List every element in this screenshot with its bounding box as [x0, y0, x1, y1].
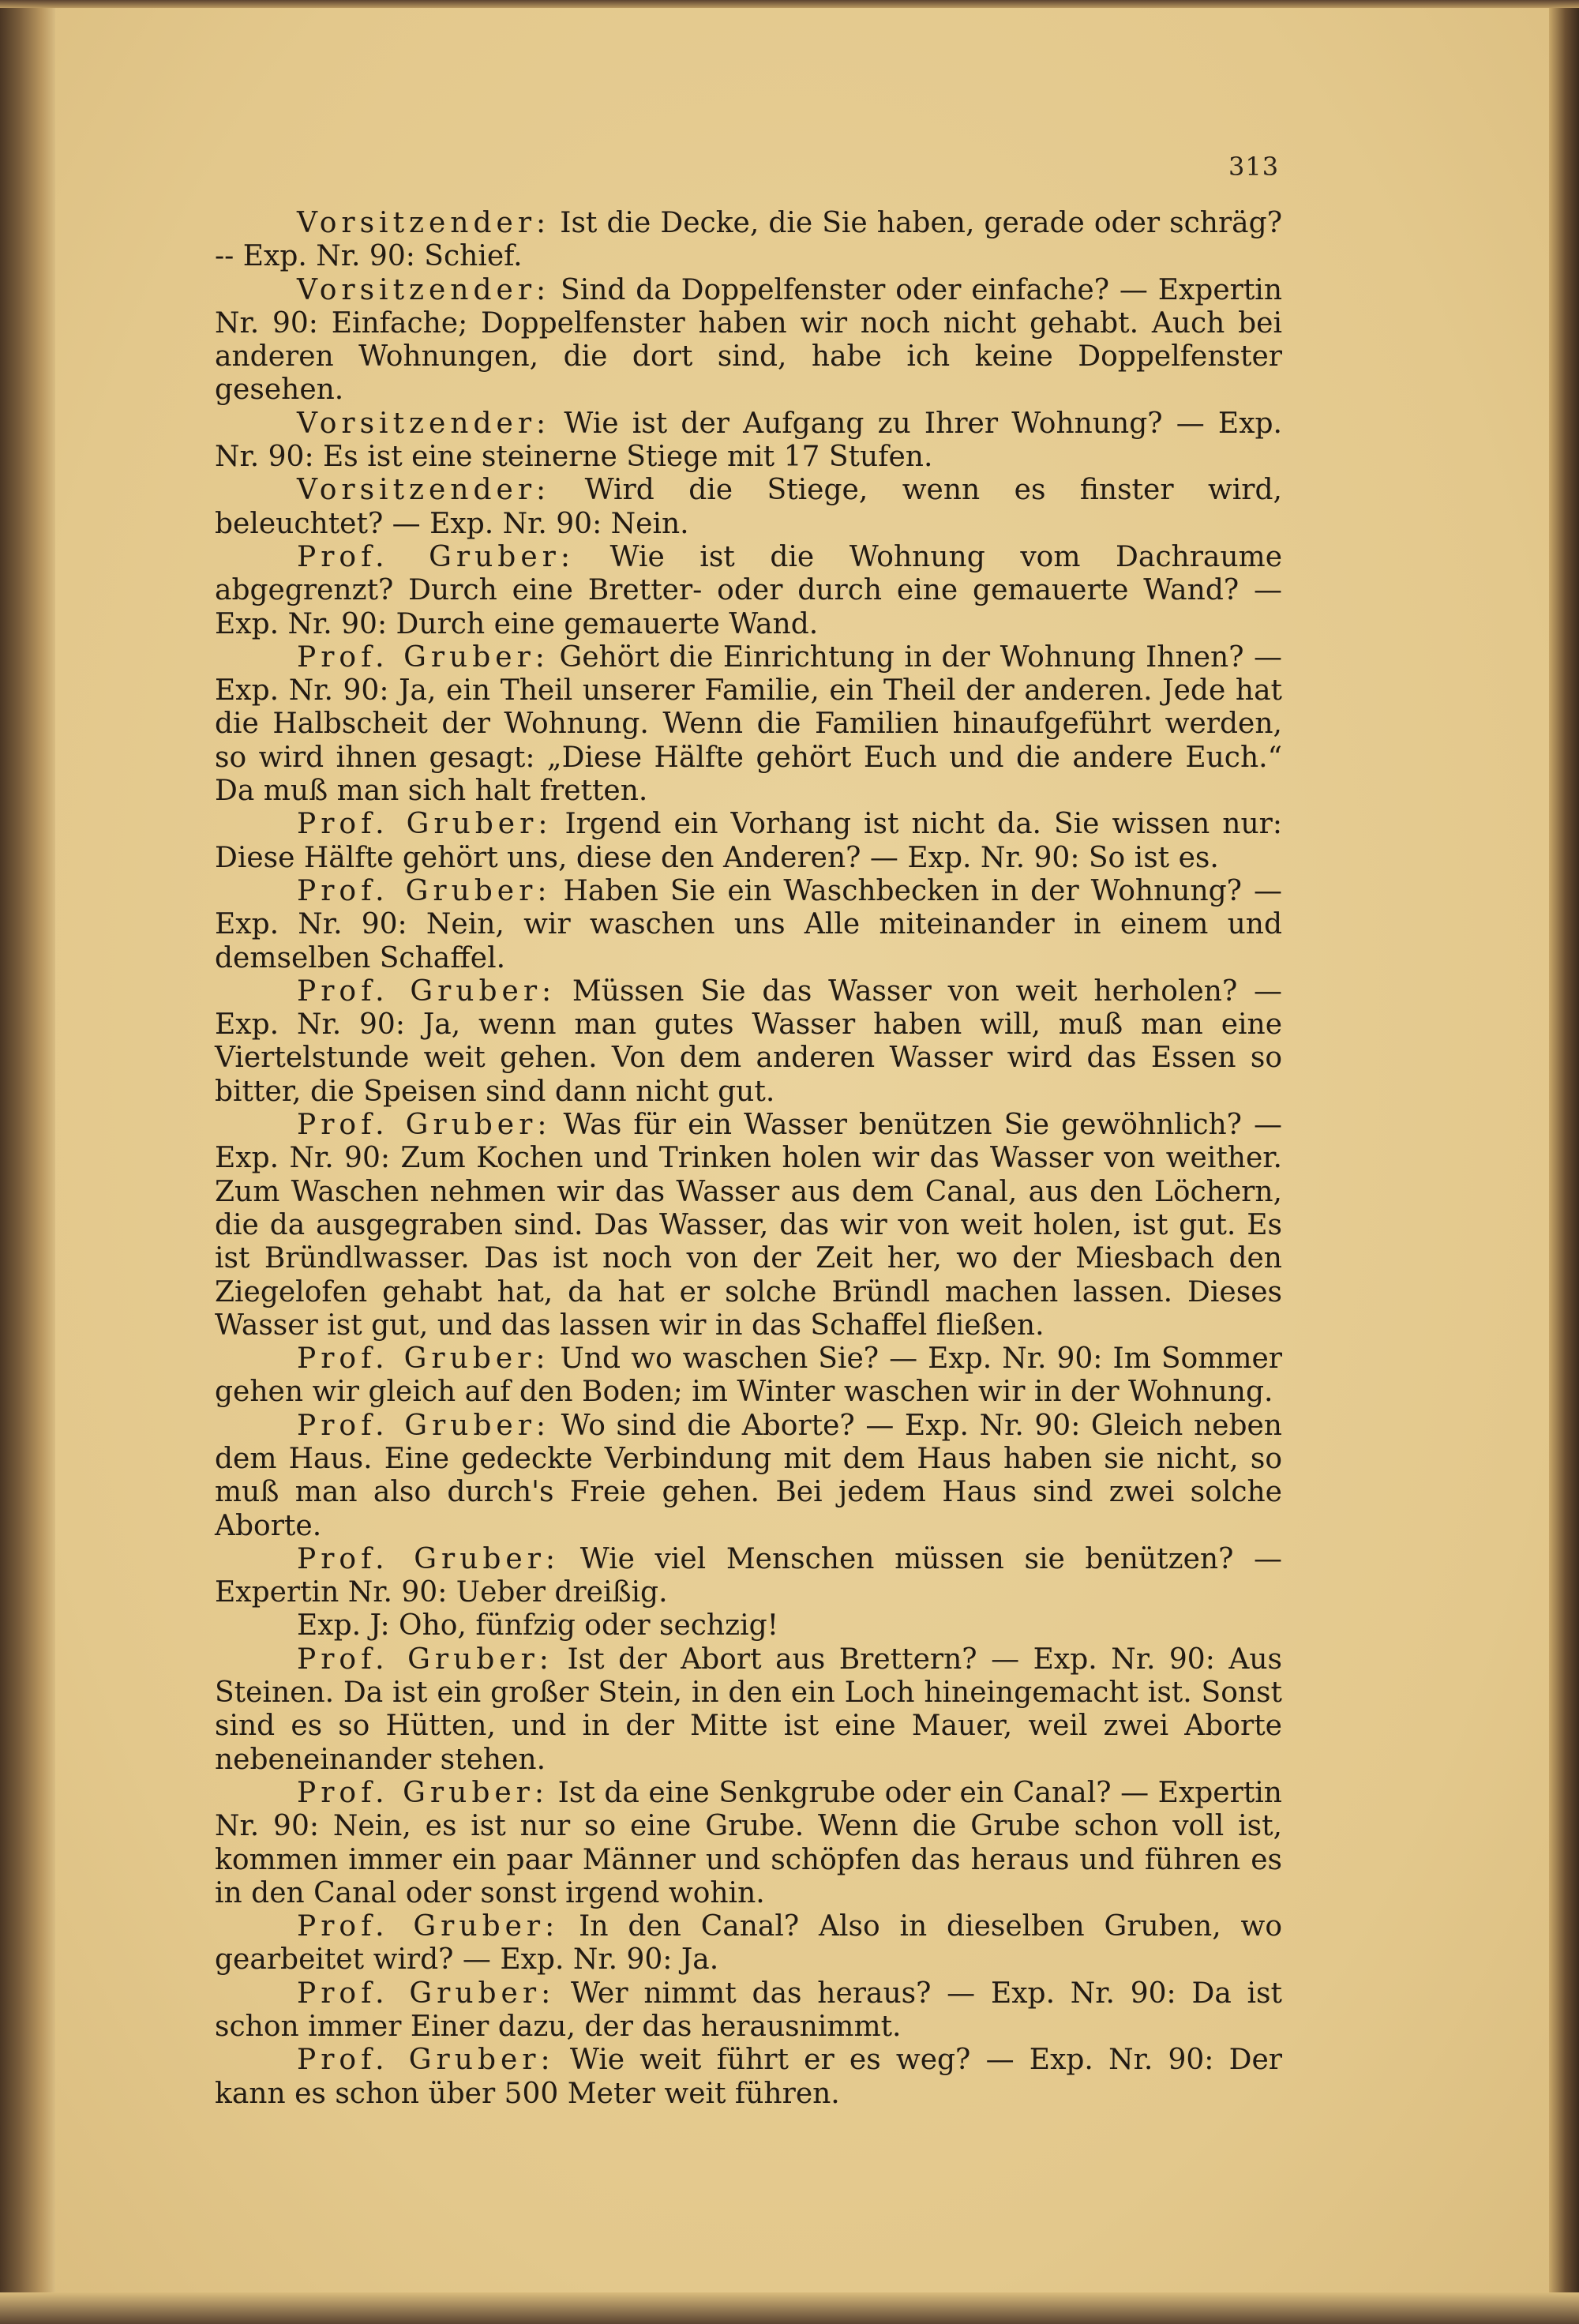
speaker: Vorsitzender: [297, 273, 551, 306]
statement: Irgend ein Vorhang ist nicht da. Sie wissen nur: Diese Hälfte gehört uns, diese den Anderen? — Exp. Nr. 90: So ist es. [215, 808, 1282, 874]
paragraph [215, 1609, 1282, 1643]
paragraph [215, 1777, 1282, 1910]
paragraph [215, 1342, 1282, 1410]
speaker: Prof. Gruber: [297, 1643, 553, 1676]
statement: Und wo waschen Sie? — Exp. Nr. 90: Im Sommer gehen wir gleich auf den Boden; im Winter waschen wir in der Wohnung. [215, 1342, 1282, 1409]
speaker: Prof. Gruber: [297, 974, 557, 1008]
paragraph [215, 808, 1282, 875]
speaker: Prof. Gruber: [297, 874, 552, 907]
speaker: Prof. Gruber: [297, 1776, 549, 1809]
paragraph [215, 474, 1282, 541]
statement: Wie viel Menschen müssen sie benützen? — Expertin Nr. 90: Ueber dreißig. [215, 1542, 1282, 1609]
statement: Wie weit führt er es weg? — Exp. Nr. 90: Der kann es schon über 500 Meter weit führen. [215, 2044, 1283, 2110]
statement: Ist der Abort aus Brettern? — Exp. Nr. 90: Aus Steinen. Da ist ein großer Stein, in den ein Loch hineingemacht ist. Sonst sind es so Hütten, und in der Mitte ist eine Mauer, weil zwei Aborte nebeneinander stehen. [215, 1643, 1282, 1776]
statement: Wie ist der Aufgang zu Ihrer Wohnung? — Exp. Nr. 90: Es ist eine steinerne Stiege mit 17 Stufen. [215, 407, 1282, 474]
page-top-edge [0, 0, 1579, 8]
statement: Ist die Decke, die Sie haben, gerade oder schräg? -- Exp. Nr. 90: Schief. [215, 207, 1282, 273]
statement: Müssen Sie das Wasser von weit herholen? — Exp. Nr. 90: Ja, wenn man gutes Wasser haben will, muß man eine Viertelstunde weit gehen. Von dem anderen Wasser wird das Essen so bitter, die Speisen sind dann nicht gut. [215, 974, 1282, 1108]
speaker: Vorsitzender: [297, 207, 551, 239]
transcript-body [215, 207, 1282, 2111]
paragraph [215, 1977, 1282, 2044]
statement: Haben Sie ein Waschbecken in der Wohnung? — Exp. Nr. 90: Nein, wir waschen uns Alle miteinander in einem und demselben Schaffel. [215, 874, 1282, 974]
speaker: Prof. Gruber: [297, 1109, 552, 1142]
statement: Wer nimmt das heraus? — Exp. Nr. 90: Da ist schon immer Einer dazu, der das herausnimmt. [215, 1977, 1283, 2044]
statement: Wird die Stiege, wenn es finster wird, beleuchtet? — Exp. Nr. 90: Nein. [215, 474, 1282, 540]
statement: Wie ist die Wohnung vom Dachraume abgegrenzt? Durch eine Bretter- oder durch eine gemauerte Wand? — Exp. Nr. 90: Durch eine gemauerte Wand. [215, 540, 1283, 640]
page-right-edge [1549, 0, 1579, 2324]
speaker: Prof. Gruber: [297, 2044, 555, 2077]
paragraph [215, 1410, 1282, 1543]
statement: Was für ein Wasser benützen Sie gewöhnlich? — Exp. Nr. 90: Zum Kochen und Trinken holen wir das Wasser von weither. Zum Waschen nehmen wir das Wasser aus dem Canal, aus den Löchern, die da ausgegraben sind. Das Wasser, das wir von weit holen, ist gut. Es ist Bründlwasser. Das ist noch von der Zeit her, wo der Miesbach den Ziegelofen gehabt hat, da hat er solche Bründl machen lassen. Dieses Wasser ist gut, und das lassen wir in das Schaffel fließen. [215, 1109, 1283, 1342]
speaker: Prof. Gruber: [297, 640, 549, 674]
paragraph [215, 407, 1282, 475]
paragraph [215, 207, 1282, 274]
speaker: Prof. Gruber: [297, 1910, 560, 1943]
paragraph [215, 2044, 1282, 2111]
paragraph [215, 1643, 1282, 1777]
speaker: Prof. Gruber: [297, 1542, 561, 1575]
statement: Ist da eine Senkgrube oder ein Canal? — Expertin Nr. 90: Nein, es ist nur so eine Grube. Wenn die Grube schon voll ist, kommen immer ein paar Männer und schöpfen das heraus und führen es in den Canal oder sonst irgend wohin. [215, 1776, 1282, 1909]
speaker: Prof. Gruber: [297, 1409, 551, 1442]
paragraph [215, 274, 1282, 407]
statement: Wo sind die Aborte? — Exp. Nr. 90: Gleich neben dem Haus. Eine gedeckte Verbindung mit dem Haus haben sie nicht, so muß man also durch's Freie gehen. Bei jedem Haus sind zwei solche Aborte. [215, 1409, 1282, 1542]
speaker: Prof. Gruber: [297, 540, 575, 573]
paragraph [215, 975, 1282, 1109]
speaker: Prof. Gruber: [297, 808, 553, 841]
book-binding-edge [0, 0, 55, 2324]
paragraph [215, 1543, 1282, 1610]
statement: Exp. J: Oho, fünfzig oder sechzig! [297, 1609, 779, 1643]
speaker: Prof. Gruber: [297, 1977, 556, 2010]
page-bottom-edge [0, 2292, 1579, 2324]
paragraph [215, 541, 1282, 641]
speaker: Vorsitzender: [297, 474, 551, 507]
speaker: Prof. Gruber: [297, 1342, 550, 1376]
paragraph [215, 641, 1282, 808]
paragraph [215, 875, 1282, 975]
statement: In den Canal? Also in dieselben Gruben, wo gearbeitet wird? — Exp. Nr. 90: Ja. [215, 1910, 1282, 1977]
page-number: 313 [1228, 152, 1280, 182]
paragraph [215, 1109, 1282, 1342]
speaker: Vorsitzender: [297, 407, 551, 440]
paragraph [215, 1910, 1282, 1977]
statement: Gehört die Einrichtung in der Wohnung Ihnen? — Exp. Nr. 90: Ja, ein Theil unserer Familie, ein Theil der anderen. Jede hat die Halbscheit der Wohnung. Wenn die Familien hinaufgeführt werden, so wird ihnen gesagt: „Diese Hälfte gehört Euch und die andere Euch.“ Da muß man sich halt fretten. [215, 640, 1282, 808]
statement: Sind da Doppelfenster oder einfache? — Expertin Nr. 90: Einfache; Doppelfenster haben wir noch nicht gehabt. Auch bei anderen Wohnungen, die dort sind, habe ich keine Doppelfenster gesehen. [215, 273, 1282, 407]
